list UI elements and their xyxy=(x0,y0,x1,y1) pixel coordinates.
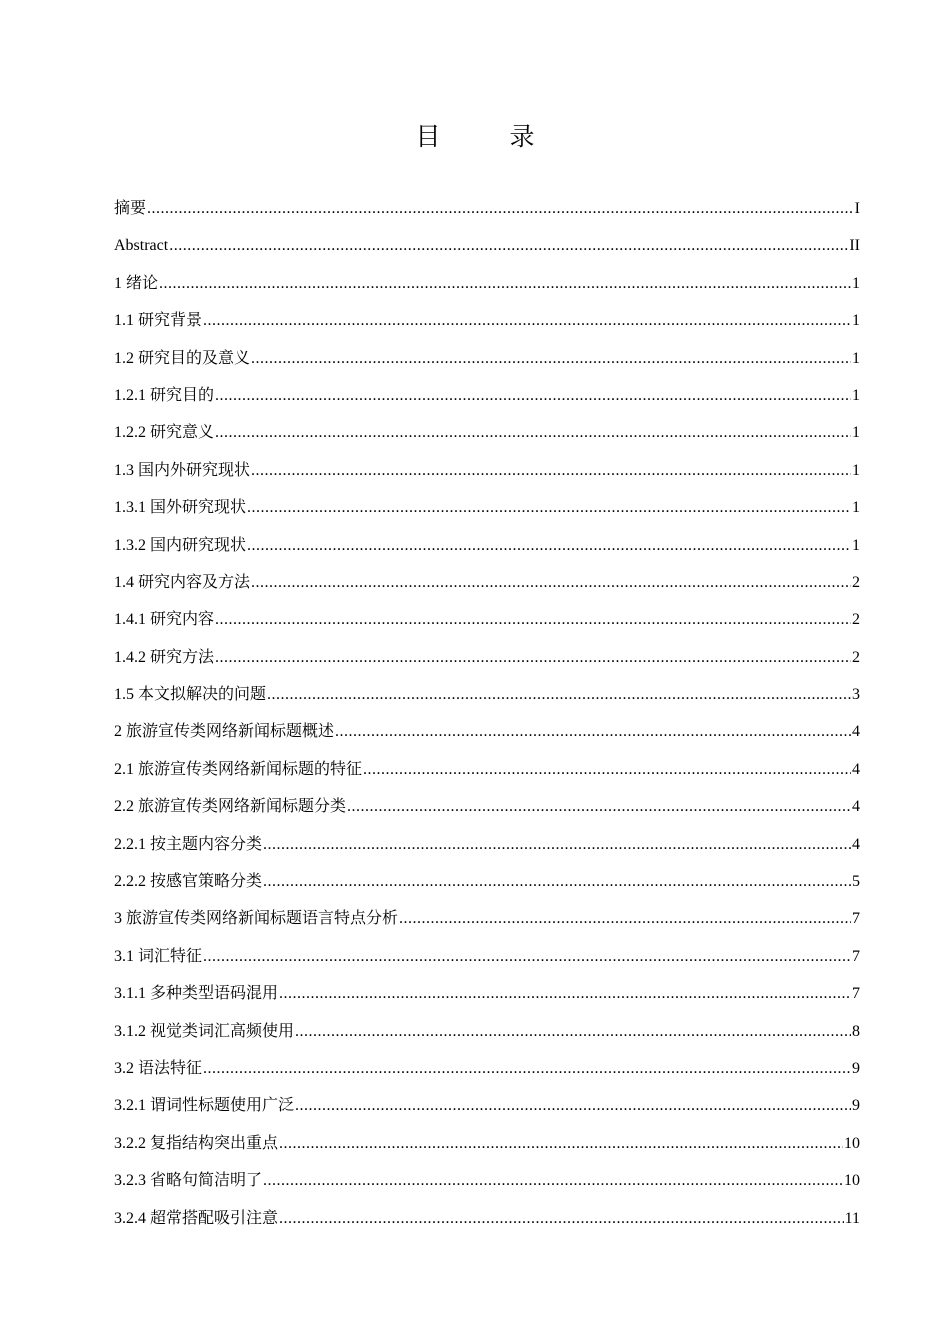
toc-entry-page-number: 4 xyxy=(852,835,860,853)
toc-entry-page-number: 1 xyxy=(852,349,860,367)
toc-dot-leader xyxy=(279,1125,843,1162)
toc-entry-label: 2.1 旅游宣传类网络新闻标题的特征 xyxy=(114,760,363,778)
toc-dot-leader xyxy=(347,788,851,825)
toc-dot-leader xyxy=(215,377,851,414)
toc-entry-label: 1.3.2 国内研究现状 xyxy=(114,536,247,554)
toc-entry[interactable] xyxy=(114,1162,860,1199)
toc-entry[interactable] xyxy=(114,788,860,825)
toc-entry-label: 1.2.1 研究目的 xyxy=(114,386,215,404)
toc-entry-page-number: 4 xyxy=(852,760,860,778)
toc-dot-leader xyxy=(263,863,851,900)
toc-entry-label: 3.1.1 多种类型语码混用 xyxy=(114,985,279,1003)
toc-entry[interactable] xyxy=(114,900,860,937)
toc-entry-page-number: 1 xyxy=(852,274,860,292)
toc-entry-page-number: 11 xyxy=(844,1209,860,1227)
toc-entry-label: 1.3.1 国外研究现状 xyxy=(114,499,247,517)
toc-entry[interactable] xyxy=(114,1125,860,1162)
toc-entry-page-number: 2 xyxy=(852,573,860,591)
toc-entry[interactable] xyxy=(114,452,860,489)
toc-entry-page-number: 1 xyxy=(852,499,860,517)
toc-entry[interactable] xyxy=(114,639,860,676)
toc-entry[interactable] xyxy=(114,1200,860,1237)
toc-entry-page-number: 1 xyxy=(852,536,860,554)
toc-dot-leader xyxy=(215,601,851,638)
toc-entry-label: 3.2 语法特征 xyxy=(114,1059,203,1077)
toc-entry[interactable] xyxy=(114,975,860,1012)
toc-dot-leader xyxy=(251,340,851,377)
toc-entry[interactable] xyxy=(114,863,860,900)
toc-entry-label: 1.4.1 研究内容 xyxy=(114,611,215,629)
toc-entry-page-number: 7 xyxy=(852,910,860,928)
toc-entry-label: 3.1.2 视觉类词汇高频使用 xyxy=(114,1022,295,1040)
toc-dot-leader xyxy=(295,1013,851,1050)
toc-dot-leader xyxy=(335,713,851,750)
toc-entry-page-number: 9 xyxy=(852,1059,860,1077)
toc-entry-label: 1.1 研究背景 xyxy=(114,312,203,330)
toc-entry[interactable] xyxy=(114,190,860,227)
toc-dot-leader xyxy=(399,900,851,937)
toc-entry-page-number: 1 xyxy=(852,312,860,330)
toc-entry[interactable] xyxy=(114,377,860,414)
toc-entry-label: 1.4 研究内容及方法 xyxy=(114,573,251,591)
toc-entry[interactable] xyxy=(114,227,860,264)
toc-entry-page-number: II xyxy=(849,237,860,255)
toc-dot-leader xyxy=(267,676,851,713)
toc-entry[interactable] xyxy=(114,564,860,601)
toc-entry[interactable] xyxy=(114,527,860,564)
toc-dot-leader xyxy=(263,1162,843,1199)
toc-entry-page-number: 4 xyxy=(852,723,860,741)
toc-entry-label: 1 绪论 xyxy=(114,274,159,292)
toc-dot-leader xyxy=(215,639,851,676)
toc-dot-leader xyxy=(215,414,851,451)
toc-entry-label: 1.2.2 研究意义 xyxy=(114,424,215,442)
toc-entry[interactable] xyxy=(114,265,860,302)
toc-entry[interactable] xyxy=(114,938,860,975)
toc-dot-leader xyxy=(247,527,851,564)
toc-entry-label: 3.1 词汇特征 xyxy=(114,947,203,965)
toc-entry-page-number: 2 xyxy=(852,611,860,629)
toc-entry-page-number: 2 xyxy=(852,648,860,666)
toc-entry-page-number: 8 xyxy=(852,1022,860,1040)
toc-dot-leader xyxy=(363,751,851,788)
table-of-contents xyxy=(114,190,860,1237)
toc-dot-leader xyxy=(263,826,851,863)
toc-entry-page-number: 1 xyxy=(852,424,860,442)
toc-entry[interactable] xyxy=(114,1050,860,1087)
toc-dot-leader xyxy=(251,452,851,489)
toc-entry[interactable] xyxy=(114,1087,860,1124)
toc-entry-label: 1.5 本文拟解决的问题 xyxy=(114,686,267,704)
toc-entry-label: 1.2 研究目的及意义 xyxy=(114,349,251,367)
toc-entry-page-number: I xyxy=(854,200,860,217)
toc-entry[interactable] xyxy=(114,302,860,339)
toc-entry[interactable] xyxy=(114,1013,860,1050)
toc-dot-leader xyxy=(147,190,854,227)
toc-entry-label: 2 旅游宣传类网络新闻标题概述 xyxy=(114,723,335,741)
toc-entry[interactable] xyxy=(114,826,860,863)
toc-dot-leader xyxy=(159,265,851,302)
toc-entry[interactable] xyxy=(114,676,860,713)
toc-dot-leader xyxy=(251,564,851,601)
toc-dot-leader xyxy=(279,1200,844,1237)
toc-entry-label: 2.2.2 按感官策略分类 xyxy=(114,873,263,891)
toc-entry-page-number: 1 xyxy=(852,386,860,404)
toc-entry-page-number: 10 xyxy=(844,1134,860,1152)
toc-dot-leader xyxy=(203,1050,851,1087)
toc-entry-page-number: 5 xyxy=(852,873,860,891)
toc-entry-label: 3.2.1 谓词性标题使用广泛 xyxy=(114,1097,295,1115)
toc-dot-leader xyxy=(169,227,848,264)
toc-entry-page-number: 3 xyxy=(852,686,860,704)
toc-entry[interactable] xyxy=(114,713,860,750)
toc-entry-page-number: 9 xyxy=(852,1097,860,1115)
toc-entry-page-number: 7 xyxy=(852,985,860,1003)
toc-entry-page-number: 10 xyxy=(844,1172,860,1190)
toc-entry[interactable] xyxy=(114,601,860,638)
toc-entry[interactable] xyxy=(114,489,860,526)
toc-entry-label: 2.2 旅游宣传类网络新闻标题分类 xyxy=(114,798,347,816)
toc-entry[interactable] xyxy=(114,414,860,451)
toc-dot-leader xyxy=(203,938,851,975)
toc-entry-label: 3.2.2 复指结构突出重点 xyxy=(114,1134,279,1152)
toc-entry-label: 摘要 xyxy=(114,200,147,217)
toc-dot-leader xyxy=(295,1087,851,1124)
toc-entry-label: 1.4.2 研究方法 xyxy=(114,648,215,666)
toc-entry-page-number: 7 xyxy=(852,947,860,965)
toc-entry-label: 1.3 国内外研究现状 xyxy=(114,461,251,479)
toc-entry-label: 3 旅游宣传类网络新闻标题语言特点分析 xyxy=(114,910,399,928)
page-title: 目 录 xyxy=(415,124,557,151)
toc-entry-page-number: 1 xyxy=(852,461,860,479)
toc-entry[interactable] xyxy=(114,340,860,377)
toc-dot-leader xyxy=(203,302,851,339)
toc-entry-label: Abstract xyxy=(114,237,169,255)
toc-dot-leader xyxy=(279,975,851,1012)
toc-entry-label: 3.2.3 省略句简洁明了 xyxy=(114,1172,263,1190)
toc-entry[interactable] xyxy=(114,751,860,788)
toc-dot-leader xyxy=(247,489,851,526)
toc-entry-page-number: 4 xyxy=(852,798,860,816)
toc-entry-label: 3.2.4 超常搭配吸引注意 xyxy=(114,1209,279,1227)
toc-entry-label: 2.2.1 按主题内容分类 xyxy=(114,835,263,853)
